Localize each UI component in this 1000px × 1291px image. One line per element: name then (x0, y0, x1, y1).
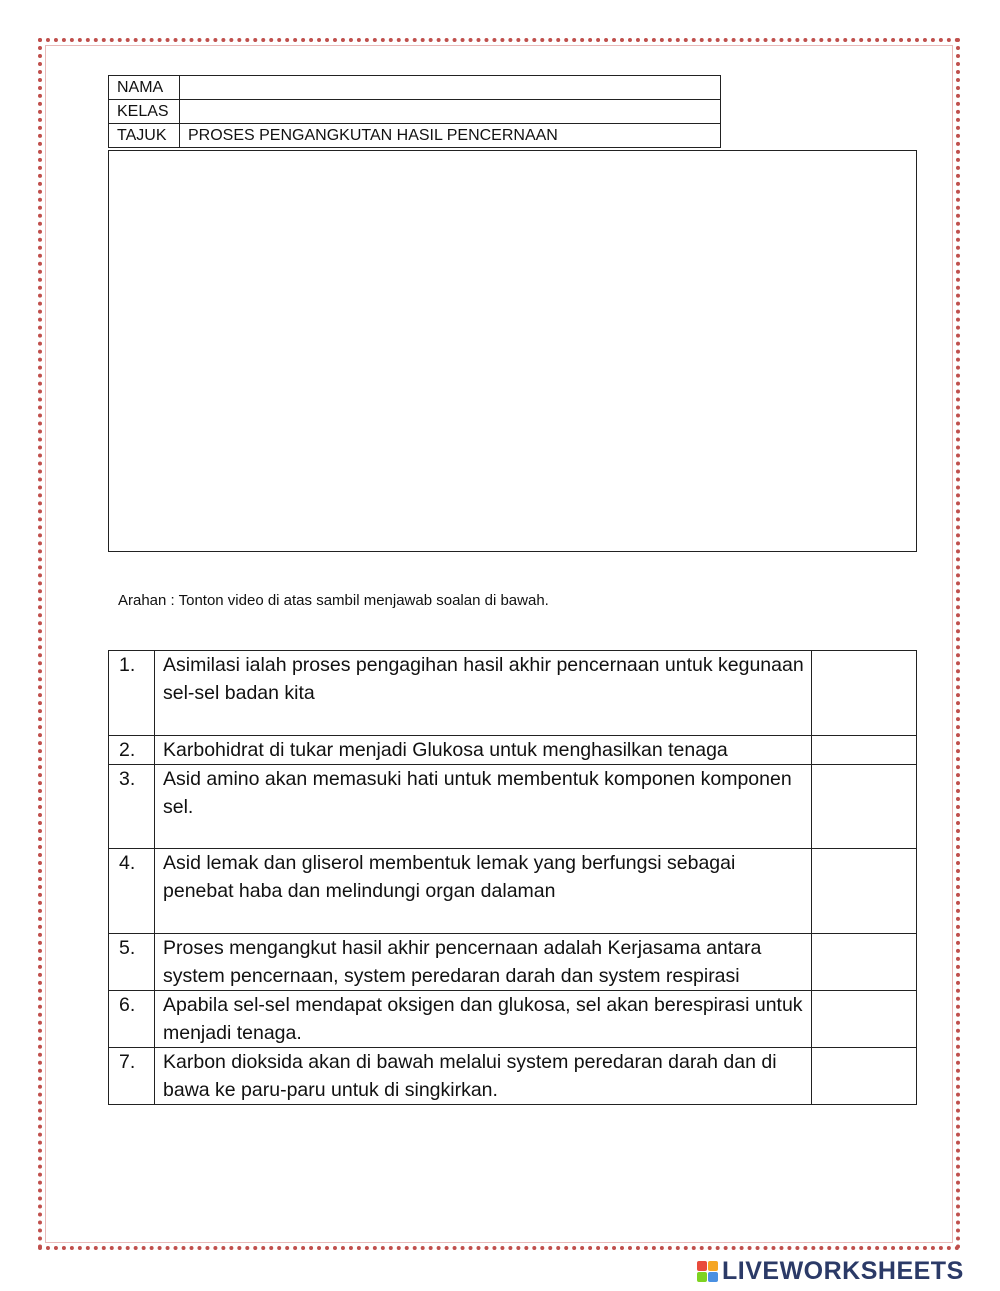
instruction-text: Arahan : Tonton video di atas sambil menjawab soalan di bawah. (118, 592, 549, 609)
answer-box[interactable] (812, 991, 917, 1048)
logo-tile (697, 1261, 707, 1271)
kelas-field[interactable] (180, 100, 721, 124)
logo-tile (708, 1272, 718, 1282)
logo-tile (697, 1272, 707, 1282)
answer-box[interactable] (812, 934, 917, 991)
question-row (109, 1048, 917, 1105)
question-number: 1. (109, 651, 155, 736)
info-row-nama (109, 76, 721, 100)
video-embed-area[interactable] (108, 150, 917, 552)
question-text: Apabila sel-sel mendapat oksigen dan glukosa, sel akan berespirasi untuk menjadi tenaga. (155, 991, 812, 1048)
question-number: 3. (109, 765, 155, 849)
question-text: Asid lemak dan gliserol membentuk lemak yang berfungsi sebagai penebat haba dan melindungi organ dalaman (155, 849, 812, 934)
nama-field[interactable] (180, 76, 721, 100)
info-row-tajuk (109, 124, 721, 148)
question-table (108, 650, 917, 1105)
answer-box[interactable] (812, 651, 917, 736)
nama-label: NAMA (109, 76, 180, 100)
liveworksheets-icon (697, 1261, 718, 1282)
question-text: Asid amino akan memasuki hati untuk membentuk komponen komponen sel. (155, 765, 812, 849)
kelas-label: KELAS (109, 100, 180, 124)
liveworksheets-logo[interactable] (697, 1256, 964, 1286)
question-row (109, 765, 917, 849)
question-number: 4. (109, 849, 155, 934)
logo-text: LIVEWORKSHEETS (722, 1256, 964, 1285)
answer-box[interactable] (812, 765, 917, 849)
tajuk-value: PROSES PENGANGKUTAN HASIL PENCERNAAN (180, 124, 721, 148)
question-text: Karbon dioksida akan di bawah melalui system peredaran darah dan di bawa ke paru-paru untuk di singkirkan. (155, 1048, 812, 1105)
tajuk-label: TAJUK (109, 124, 180, 148)
answer-box[interactable] (812, 1048, 917, 1105)
question-number: 5. (109, 934, 155, 991)
question-number: 2. (109, 736, 155, 765)
logo-tile (708, 1261, 718, 1271)
question-row (109, 934, 917, 991)
info-row-kelas (109, 100, 721, 124)
question-text: Karbohidrat di tukar menjadi Glukosa untuk menghasilkan tenaga (155, 736, 812, 765)
student-info-table (108, 75, 721, 148)
question-number: 6. (109, 991, 155, 1048)
question-number: 7. (109, 1048, 155, 1105)
question-text: Asimilasi ialah proses pengagihan hasil akhir pencernaan untuk kegunaan sel-sel badan kita (155, 651, 812, 736)
answer-box[interactable] (812, 736, 917, 765)
question-row (109, 991, 917, 1048)
question-row (109, 736, 917, 765)
question-row (109, 651, 917, 736)
answer-box[interactable] (812, 849, 917, 934)
question-row (109, 849, 917, 934)
question-text: Proses mengangkut hasil akhir pencernaan adalah Kerjasama antara system pencernaan, system peredaran darah dan system respirasi (155, 934, 812, 991)
